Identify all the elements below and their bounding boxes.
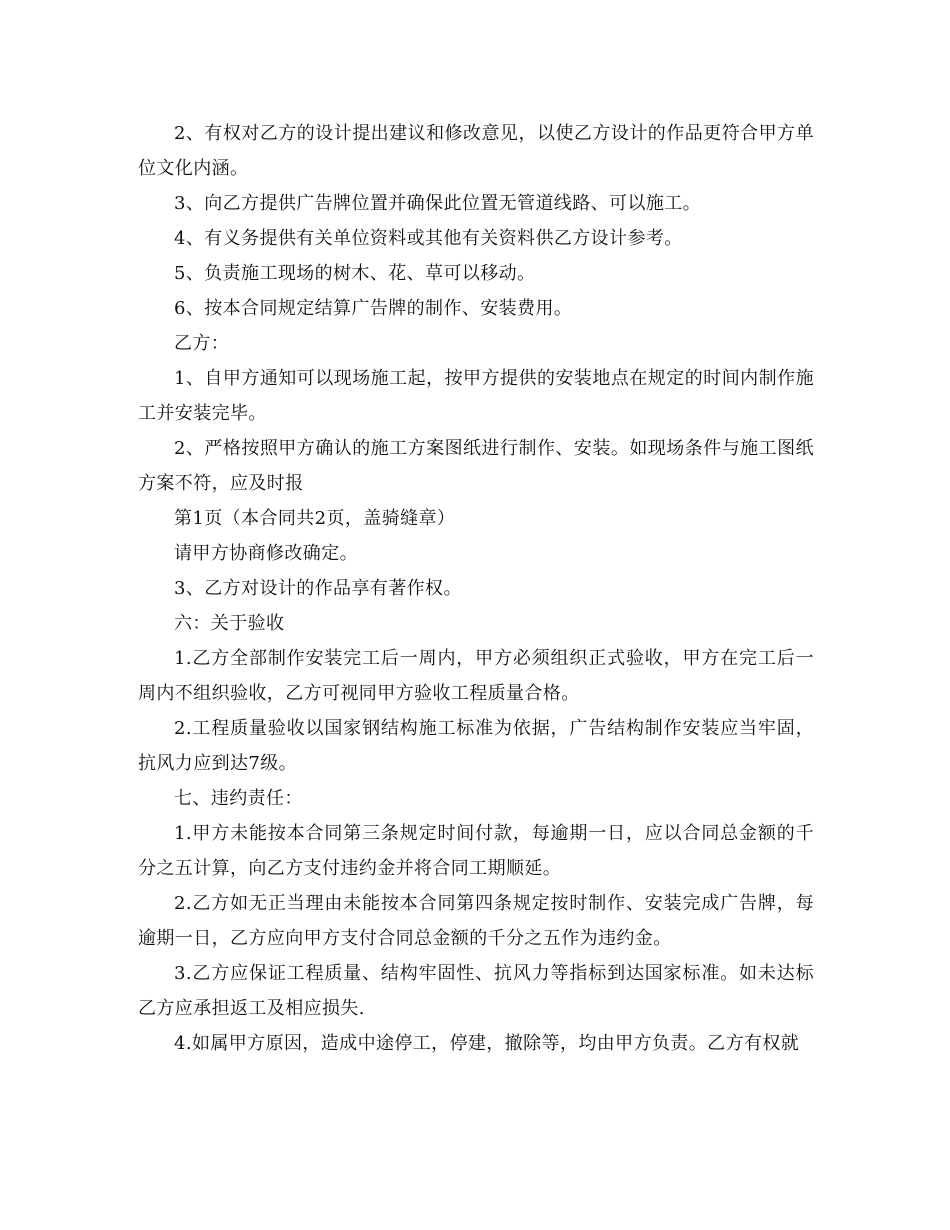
section-heading: 七、违约责任： [174, 788, 303, 809]
paragraph: 请甲方协商修改确定。 [174, 543, 358, 564]
page-footer-note: 第1页（本合同共2页，盖骑缝章） [174, 508, 456, 529]
paragraph: 5、负责施工现场的树木、花、草可以移动。 [174, 263, 536, 284]
paragraph: 1.乙方全部制作安装完工后一周内，甲方必须组织正式验收，甲方在完工后一周内不组织验收，乙方可视同甲方验收工程质量合格。 [138, 648, 814, 704]
paragraph: 2.工程质量验收以国家钢结构施工标准为依据，广告结构制作安装应当牢固，抗风力应到达7级。 [138, 718, 814, 774]
paragraph: 3、向乙方提供广告牌位置并确保此位置无管道线路、可以施工。 [174, 193, 702, 214]
paragraph: 2、严格按照甲方确认的施工方案图纸进行制作、安装。如现场条件与施工图纸方案不符，应及时报 [138, 438, 814, 494]
paragraph: 1、自甲方通知可以现场施工起，按甲方提供的安装地点在规定的时间内制作施工并安装完毕。 [138, 368, 814, 424]
paragraph: 1.甲方未能按本合同第三条规定时间付款，每逾期一日，应以合同总金额的千分之五计算，向乙方支付违约金并将合同工期顺延。 [138, 823, 814, 879]
section-label: 乙方： [174, 333, 230, 354]
section-heading: 六：关于验收 [174, 613, 285, 634]
paragraph: 4.如属甲方原因，造成中途停工，停建，撤除等，均由甲方负责。乙方有权就 [174, 1033, 800, 1054]
paragraph: 6、按本合同规定结算广告牌的制作、安装费用。 [174, 298, 573, 319]
paragraph: 2.乙方如无正当理由未能按本合同第四条规定按时制作、安装完成广告牌，每逾期一日，乙方应向甲方支付合同总金额的千分之五作为违约金。 [138, 893, 814, 949]
paragraph: 3.乙方应保证工程质量、结构牢固性、抗风力等指标到达国家标准。如未达标乙方应承担返工及相应损失. [138, 963, 814, 1019]
document-body [138, 116, 814, 1061]
paragraph: 3、乙方对设计的作品享有著作权。 [174, 578, 462, 599]
paragraph: 2、有权对乙方的设计提出建议和修改意见，以使乙方设计的作品更符合甲方单位文化内涵。 [138, 123, 814, 179]
paragraph: 4、有义务提供有关单位资料或其他有关资料供乙方设计参考。 [174, 228, 683, 249]
